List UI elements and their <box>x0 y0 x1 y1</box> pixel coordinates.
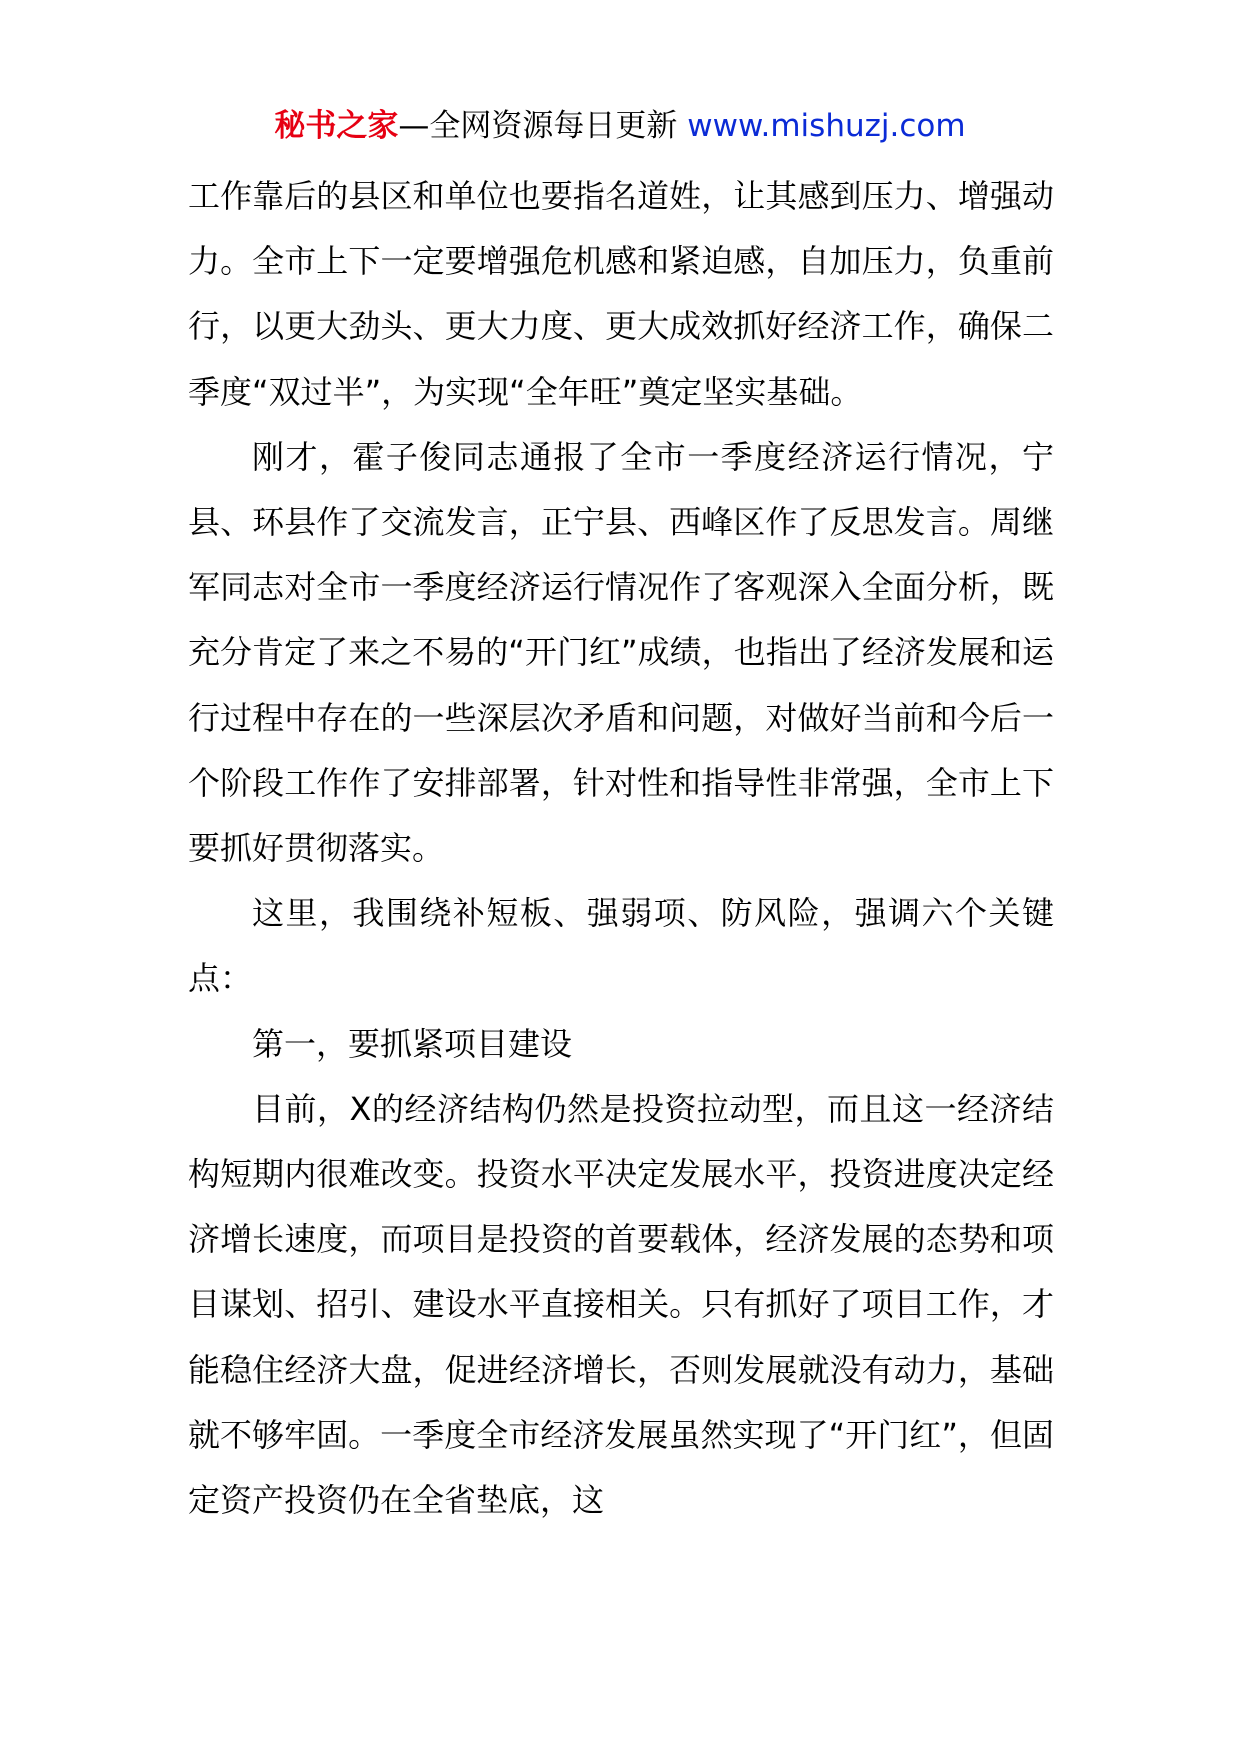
section-heading: 第一，要抓紧项目建设 <box>252 1024 573 1063</box>
paragraph: 这里，我围绕补短板、强弱项、防风险，强调六个关键点： <box>188 894 1054 998</box>
site-url-link[interactable]: www.mishuzj.com <box>687 108 966 144</box>
paragraph-continued: 工作靠后的县区和单位也要指名道姓，让其感到压力、增强动力。全市上下一定要增强危机感和紧迫感，自加压力，负重前行，以更大劲头、更大力度、更大成效抓好经济工作，确保二季度“双过半”，为实现“全年旺”奠定坚实基础。 <box>188 177 1054 411</box>
paragraph: 刚才，霍子俊同志通报了全市一季度经济运行情况，宁县、环县作了交流发言，正宁县、西峰区作了反思发言。周继军同志对全市一季度经济运行情况作了客观深入全面分析，既充分肯定了来之不易的“开门红”成绩，也指出了经济发展和运行过程中存在的一些深层次矛盾和问题，对做好当前和今后一个阶段工作作了安排部署，针对性和指导性非常强，全市上下要抓好贯彻落实。 <box>188 437 1054 868</box>
document-body <box>188 164 1054 1533</box>
paragraph: 目前，X的经济结构仍然是投资拉动型，而且这一经济结构短期内很难改变。投资水平决定发展水平，投资进度决定经济增长速度，而项目是投资的首要载体，经济发展的态势和项目谋划、招引、建设水平直接相关。只有抓好了项目工作，才能稳住经济大盘，促进经济增长，否则发展就没有动力，基础就不够牢固。一季度全市经济发展虽然实现了“开门红”，但固定资产投资仍在全省垫底，这 <box>188 1089 1054 1520</box>
site-brand: 秘书之家 <box>274 108 399 144</box>
site-tagline: —全网资源每日更新 <box>398 108 678 144</box>
page-header <box>0 104 1240 148</box>
